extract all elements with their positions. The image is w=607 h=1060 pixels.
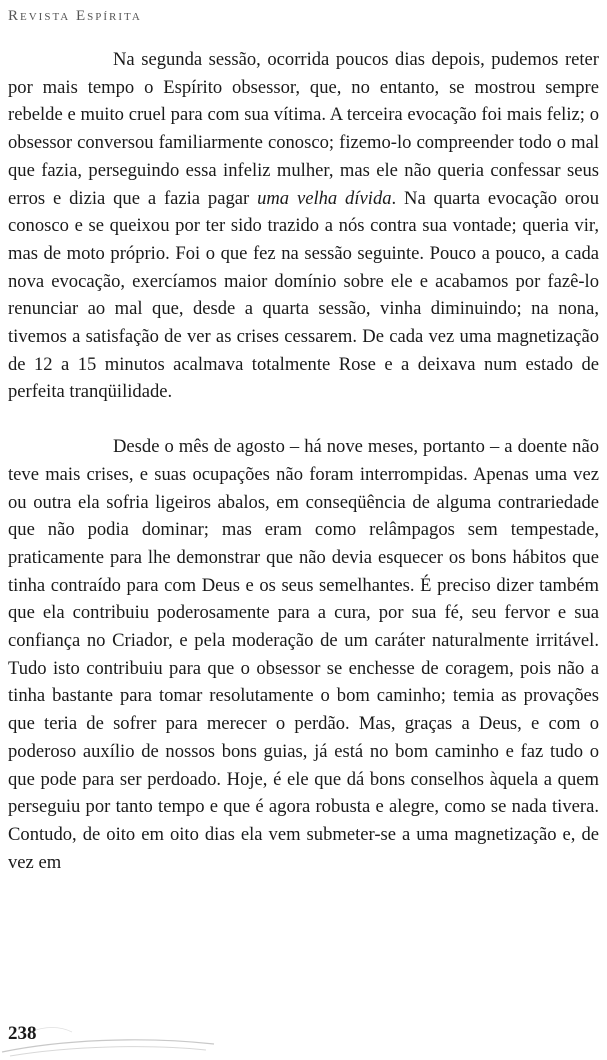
paragraph-1-text-start: Na segunda sessão, ocorrida poucos dias depois, pudemos reter por mais tempo o Espírito obsessor, que, no entanto, se mostrou sempre rebelde e muito cruel para com sua vítima. A terceira evocação foi mais feliz; o obsessor conversou familiarmente conosco; fizemo-lo compreender todo o mal que fazia, perseguindo essa infeliz mulher, mas ele não queria confessar seus erros e dizia que a fazia pagar: [8, 49, 599, 209]
paragraph-1-text-end: . Na quarta evocação orou conosco e se queixou por ter sido trazido a nós contra sua vontade; queria vir, mas de moto próprio. Foi o que fez na sessão seguinte. Pouco a pouco, a cada nova evocação, exercíamos maior domínio sobre ele e acabamos por fazê-lo renunciar ao mal que, desde a quarta sessão, vinha diminuindo; na nona, tivemos a satisfação de ver as crises cessarem. De cada vez uma magnetização de 12 a 15 minutos acalmava totalmente Rose e a deixava num estado de perfeita tranqüilidade.: [8, 187, 599, 403]
paragraph-1-emphasis: uma velha dívida: [257, 187, 392, 209]
body-text: [8, 46, 599, 876]
running-head: Revista Espírita: [8, 8, 142, 24]
page-number: 238: [8, 1023, 37, 1044]
paragraph-1: [8, 46, 599, 406]
paragraph-2: Desde o mês de agosto – há nove meses, portanto – a doente não teve mais crises, e suas ocupações não foram interrompidas. Apenas uma vez ou outra ela sofria ligeiros abalos, em conseqüência de alguma contrariedade que não podia dominar; mas eram como relâmpagos sem tempestade, praticamente para lhe demonstrar que não devia esquecer os bons hábitos que tinha contraído para com Deus e os seus semelhantes. É preciso dizer também que ela contribuiu poderosamente para a cura, por sua fé, seu fervor e sua confiança no Criador, e pela moderação de um caráter naturalmente irritável. Tudo isto contribuiu para que o obsessor se enchesse de coragem, pois não a tinha bastante para tomar resolutamente o bom caminho; temia as provações que teria de sofrer para merecer o perdão. Mas, graças a Deus, e com o poderoso auxílio de nossos bons guias, já está no bom caminho e faz tudo o que pode para ser perdoado. Hoje, é ele que dá bons conselhos àquela a quem perseguiu por tanto tempo e que é agora robusta e alegre, como se nada tivera. Contudo, de oito em oito dias ela vem submeter-se a uma magnetização e, de vez em: [8, 436, 599, 873]
